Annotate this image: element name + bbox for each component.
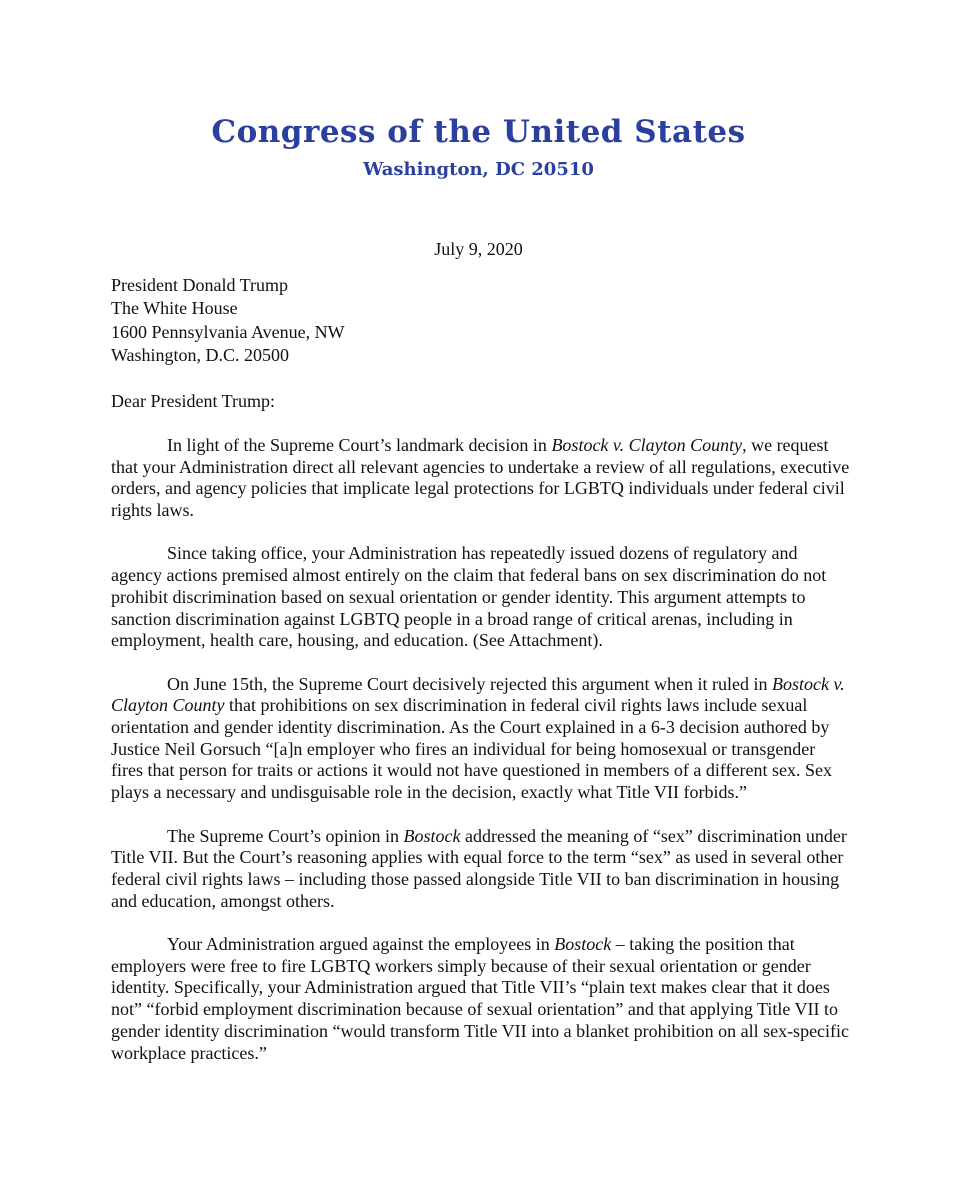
paragraph-1-text-c: , we request that your Administration direct all relevant agencies to undertake a review of all regulations, executive orders, and agency policies that implicate legal protections for LGBTQ individuals under federal civil rights laws. [111, 434, 850, 520]
paragraph-5-text-c: – taking the position that employers were free to fire LGBTQ workers simply because of their sexual orientation or gender identity. Specifically, your Administration argued that Title VII’s “plain text makes clear that it does not” “forbid employment discrimination because of sexual orientation” and that applying Title VII to gender identity discrimination “would transform Title VII into a blanket prohibition on all sex-specific workplace practices.” [111, 934, 850, 1063]
paragraph-5 [111, 934, 851, 1064]
recipient-street: 1600 Pennsylvania Avenue, NW [111, 321, 345, 342]
recipient-name: President Donald Trump [111, 275, 289, 295]
paragraph-4 [111, 826, 851, 913]
paragraph-1 [111, 435, 851, 522]
paragraph-5-text-a: Your Administration argued against the employees in [167, 934, 555, 954]
paragraph-4-text-c: addressed the meaning of “sex” discrimination under Title VII. But the Court’s reasoning applies with equal force to the term “sex” as used in several other federal civil rights laws – including those passed alongside Title VII to ban discrimination in housing and education, amongst others. [111, 825, 847, 911]
paragraph-2 [111, 543, 851, 652]
letterhead-address: Washington, DC 20510 [363, 159, 594, 180]
case-name: Bostock v. Clayton County [111, 673, 845, 716]
letter-date: July 9, 2020 [434, 239, 523, 259]
recipient-city: Washington, D.C. 20500 [111, 344, 290, 365]
case-name: Bostock v. Clayton County [551, 434, 743, 455]
paragraph-4-text-a: The Supreme Court’s opinion in [167, 825, 404, 846]
letterhead [0, 110, 957, 184]
recipient-org: The White House [111, 298, 238, 319]
recipient-address [111, 274, 851, 367]
case-name: Bostock [403, 825, 461, 846]
letter-body [111, 274, 851, 1064]
case-name: Bostock [554, 934, 612, 954]
paragraph-3-text-c: that prohibitions on sex discrimination in federal civil rights laws include sexual orientation and gender identity discrimination. As the Court explained in a 6-3 decision authored by Justice Neil Gorsuch “[a]n employer who fires an individual for being homosexual or transgender fires that person for traits or actions it would not have questioned in members of a different sex. Sex plays a necessary and undisguisable role in the decision, exactly what Title VII forbids.” [111, 695, 832, 803]
paragraph-3-text-a: On June 15th, the Supreme Court decisively rejected this argument when it ruled in [167, 673, 773, 694]
salutation: Dear President Trump: [111, 391, 275, 412]
letterhead-title: Congress of the United States [211, 114, 746, 150]
paragraph-2-text: Since taking office, your Administration has repeatedly issued dozens of regulatory and agency actions premised almost entirely on the claim that federal bans on sex discrimination do not prohibit discrimination based on sexual orientation or gender identity. This argument attempts to sanction discrimination against LGBTQ people in a broad range of critical arenas, including in employment, health care, housing, and education. (See Attachment). [111, 543, 827, 651]
paragraph-3 [111, 674, 851, 804]
paragraph-1-text-a: In light of the Supreme Court’s landmark decision in [167, 434, 552, 455]
